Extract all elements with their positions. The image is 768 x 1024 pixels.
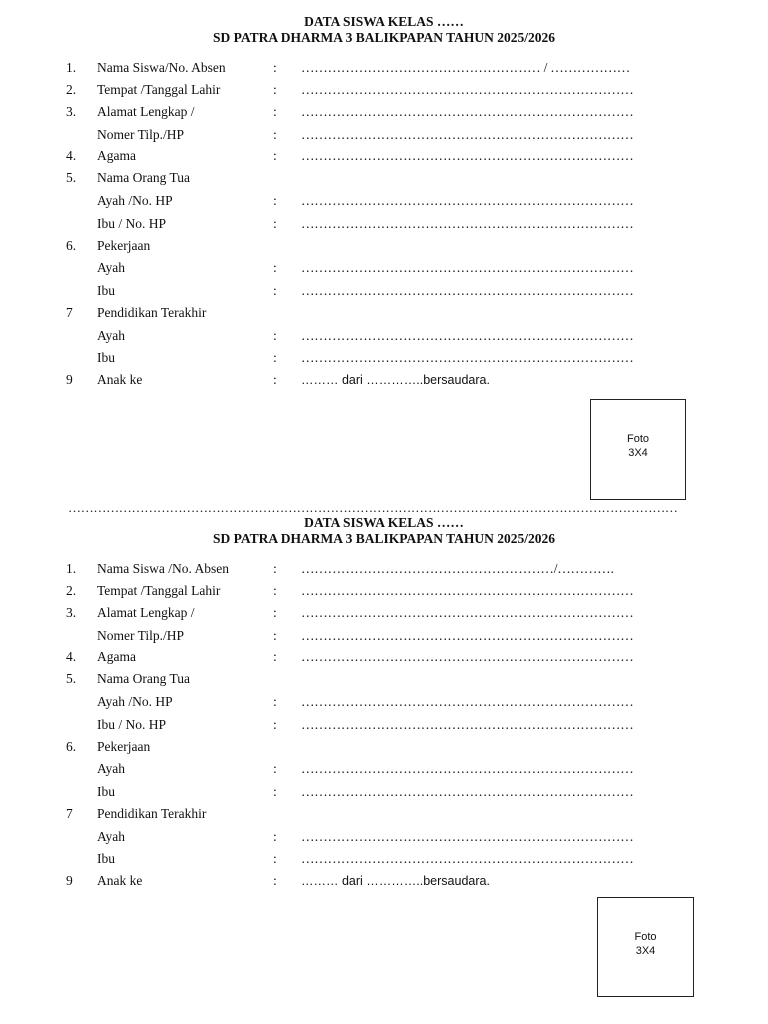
field-colon: : [273, 82, 277, 97]
row-number: 6. [66, 739, 77, 754]
row-number: 2. [66, 583, 77, 598]
field-blank: ………………………………………………………………… [301, 328, 634, 343]
field-colon: : [273, 148, 277, 163]
form-title: DATA SISWA KELAS …… [304, 515, 464, 530]
field-colon: : [273, 127, 277, 142]
field-label: Alamat Lengkap / [97, 104, 195, 119]
field-row-anak-ke [0, 871, 768, 891]
field-row-nomer-tilp [0, 626, 768, 646]
field-blank: ………………………………………………………………… [301, 605, 634, 620]
field-row-alamat [0, 603, 768, 623]
field-label: Ayah [97, 328, 126, 343]
row-number: 2. [66, 82, 77, 97]
field-row-ayah-hp [0, 692, 768, 712]
field-colon: : [273, 328, 277, 343]
field-row-pendidikan [0, 804, 768, 824]
field-label: Ayah [97, 829, 126, 844]
field-row-pendidikan-ibu [0, 849, 768, 869]
field-colon: : [273, 372, 277, 387]
field-row-nomer-tilp [0, 125, 768, 145]
field-row-ibu-hp [0, 214, 768, 234]
field-label: Ayah [97, 260, 126, 275]
field-row-ayah-hp [0, 191, 768, 211]
field-blank: …………………………………………………/…………. [301, 561, 614, 576]
field-colon: : [273, 784, 277, 799]
field-label: Nomer Tilp./HP [97, 127, 185, 142]
field-blank: ……… dari …………..bersaudara. [301, 373, 490, 387]
field-label: Ibu / No. HP [97, 717, 167, 732]
field-label: Ibu [97, 784, 115, 799]
field-blank: ………………………………………………………………… [301, 148, 634, 163]
field-label: Nama Orang Tua [97, 671, 190, 686]
field-label: Anak ke [97, 372, 143, 387]
field-label: Agama [97, 649, 136, 664]
field-colon: : [273, 851, 277, 866]
field-row-pendidikan-ayah [0, 827, 768, 847]
photo-size: 3X4 [628, 447, 648, 459]
field-blank: ………………………………………………………………… [301, 260, 634, 275]
field-row-ibu-hp [0, 715, 768, 735]
row-number: 9 [66, 873, 73, 888]
field-colon: : [273, 104, 277, 119]
field-row-alamat [0, 102, 768, 122]
field-row-nama-siswa [0, 58, 768, 78]
field-blank: ………………………………………………………………… [301, 784, 634, 799]
row-number: 6. [66, 238, 77, 253]
field-label: Alamat Lengkap / [97, 605, 195, 620]
field-blank: ………………………………………………………………… [301, 216, 634, 231]
field-blank: ………………………………………………………………… [301, 761, 634, 776]
photo-box [590, 399, 686, 500]
field-colon: : [273, 350, 277, 365]
field-colon: : [273, 761, 277, 776]
field-row-pekerjaan-ibu [0, 281, 768, 301]
field-colon: : [273, 628, 277, 643]
field-row-pendidikan [0, 303, 768, 323]
field-blank: ………………………………………………………………… [301, 127, 634, 142]
field-blank: ………………………………………………………………… [301, 649, 634, 664]
field-blank: ……… dari …………..bersaudara. [301, 874, 490, 888]
field-label: Ayah [97, 761, 126, 776]
field-label: Ibu / No. HP [97, 216, 167, 231]
field-label: Pekerjaan [97, 739, 151, 754]
field-row-nama-orang-tua [0, 168, 768, 188]
field-colon: : [273, 260, 277, 275]
field-blank: ………………………………………………………………… [301, 193, 634, 208]
field-label: Nama Orang Tua [97, 170, 190, 185]
photo-label: Foto [634, 931, 657, 943]
field-blank: ………………………………………………………………… [301, 851, 634, 866]
field-label: Ayah /No. HP [97, 694, 173, 709]
cut-line-separator: ……………………………………………………………………………………………………………………………… [68, 500, 678, 515]
photo-box [597, 897, 694, 997]
student-data-form-1 [0, 0, 768, 480]
row-number: 7 [66, 305, 73, 320]
field-blank: ………………………………………………………………… [301, 829, 634, 844]
field-row-tempat-tanggal-lahir [0, 80, 768, 100]
field-colon: : [273, 561, 277, 576]
field-row-pekerjaan [0, 737, 768, 757]
field-colon: : [273, 60, 277, 75]
field-row-pendidikan-ibu [0, 348, 768, 368]
field-blank: ………………………………………………………………… [301, 104, 634, 119]
field-colon: : [273, 583, 277, 598]
field-blank: ………………………………………………………………… [301, 82, 634, 97]
field-row-tempat-tanggal-lahir [0, 581, 768, 601]
field-label: Ibu [97, 851, 115, 866]
field-colon: : [273, 283, 277, 298]
field-row-agama [0, 647, 768, 667]
field-label: Pendidikan Terakhir [97, 305, 207, 320]
field-label: Ayah /No. HP [97, 193, 173, 208]
field-colon: : [273, 717, 277, 732]
row-number: 3. [66, 605, 77, 620]
field-label: Nama Siswa /No. Absen [97, 561, 229, 576]
school-title: SD PATRA DHARMA 3 BALIKPAPAN TAHUN 2025/2026 [212, 30, 555, 45]
field-colon: : [273, 649, 277, 664]
field-colon: : [273, 694, 277, 709]
field-label: Pendidikan Terakhir [97, 806, 207, 821]
row-number: 4. [66, 649, 77, 664]
field-row-nama-orang-tua [0, 669, 768, 689]
row-number: 1. [66, 60, 77, 75]
row-number: 7 [66, 806, 73, 821]
row-number: 5. [66, 170, 77, 185]
row-number: 4. [66, 148, 77, 163]
row-number: 3. [66, 104, 77, 119]
field-label: Ibu [97, 350, 115, 365]
field-blank: ………………………………………………………………… [301, 583, 634, 598]
field-blank: ………………………………………………………………… [301, 283, 634, 298]
field-colon: : [273, 873, 277, 888]
field-label: Tempat /Tanggal Lahir [97, 583, 221, 598]
field-row-pekerjaan-ayah [0, 759, 768, 779]
field-label: Nomer Tilp./HP [97, 628, 185, 643]
field-label: Tempat /Tanggal Lahir [97, 82, 221, 97]
field-colon: : [273, 193, 277, 208]
student-data-form-2 [0, 501, 768, 981]
row-number: 9 [66, 372, 73, 387]
field-label: Anak ke [97, 873, 143, 888]
row-number: 1. [66, 561, 77, 576]
field-label: Nama Siswa/No. Absen [97, 60, 226, 75]
field-row-pekerjaan-ibu [0, 782, 768, 802]
photo-label: Foto [626, 433, 649, 445]
field-row-anak-ke [0, 370, 768, 390]
field-blank: ………………………………………………………………… [301, 717, 634, 732]
field-label: Pekerjaan [97, 238, 151, 253]
field-label: Agama [97, 148, 136, 163]
field-label: Ibu [97, 283, 115, 298]
row-number: 5. [66, 671, 77, 686]
field-row-nama-siswa [0, 559, 768, 579]
photo-size: 3X4 [635, 945, 656, 957]
school-title: SD PATRA DHARMA 3 BALIKPAPAN TAHUN 2025/2026 [212, 531, 555, 546]
field-row-agama [0, 146, 768, 166]
field-blank: ……………………………………………… / ……………… [301, 60, 631, 75]
field-colon: : [273, 829, 277, 844]
field-row-pekerjaan-ayah [0, 258, 768, 278]
field-blank: ………………………………………………………………… [301, 628, 634, 643]
field-colon: : [273, 605, 277, 620]
field-colon: : [273, 216, 277, 231]
form-title: DATA SISWA KELAS …… [304, 14, 464, 29]
field-blank: ………………………………………………………………… [301, 694, 634, 709]
field-row-pekerjaan [0, 236, 768, 256]
field-blank: ………………………………………………………………… [301, 350, 634, 365]
field-row-pendidikan-ayah [0, 326, 768, 346]
